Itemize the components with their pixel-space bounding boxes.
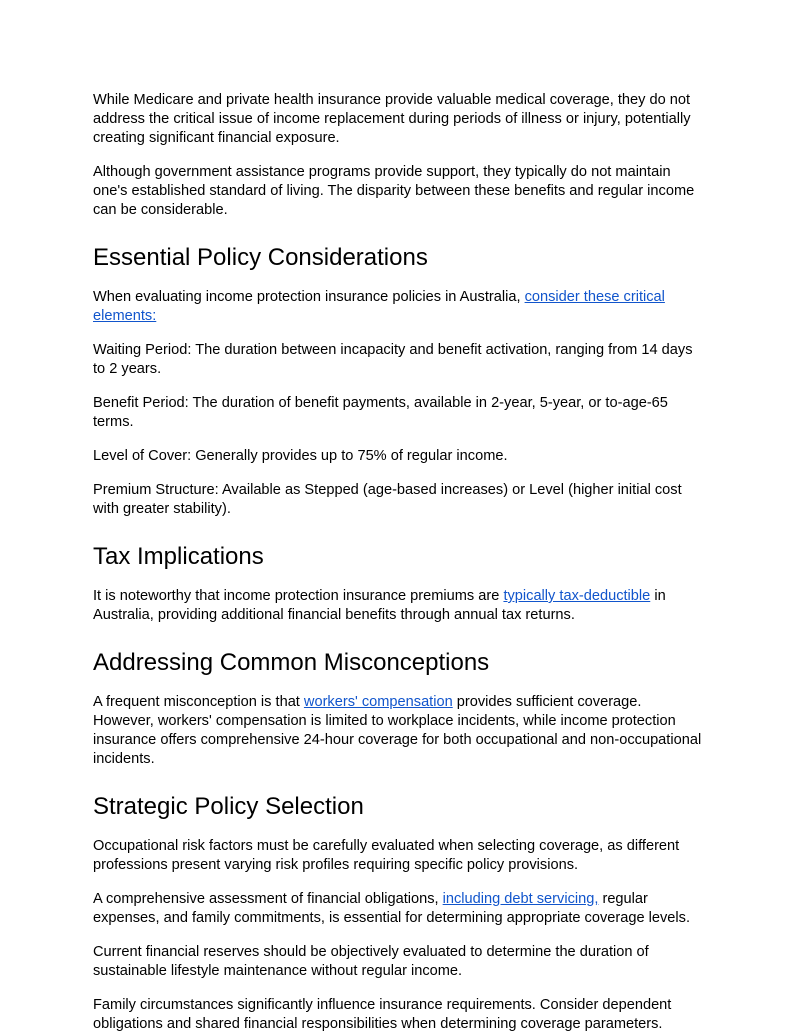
obligations-text-after: regular expenses, and family commitments, is essential for determining appropriate coverage levels. [93, 891, 691, 926]
tax-text-before: It is noteworthy that income protection insurance premiums are [93, 588, 504, 604]
consider-critical-elements-link[interactable]: consider these critical elements: [93, 289, 665, 324]
family-circumstances-paragraph: Family circumstances significantly influence insurance requirements. Consider dependent obligations and shared financial responsibilities when determining coverage parameters. [93, 997, 672, 1032]
intro-paragraph-medicare: While Medicare and private health insurance provide valuable medical coverage, they do not address the critical issue of income replacement during periods of illness or injury, potentially creating significant financial exposure. [93, 92, 691, 146]
heading-tax-implications: Tax Implications [93, 543, 264, 570]
misconception-text-before: A frequent misconception is that [93, 694, 304, 710]
tax-implications-paragraph [93, 587, 705, 625]
debt-servicing-link[interactable]: including debt servicing, [442, 891, 599, 907]
level-of-cover-item: Level of Cover: Generally provides up to 75% of regular income. [93, 448, 508, 464]
tax-text-after: in Australia, providing additional financial benefits through annual tax returns. [93, 588, 666, 623]
intro-paragraph-government-assistance: Although government assistance programs provide support, they typically do not maintain one's established standard of living. The disparity between these benefits and regular income can be considerable. [93, 164, 695, 218]
misconception-text-after: provides sufficient coverage. However, workers' compensation is limited to workplace incidents, while income protection insurance offers comprehensive 24-hour coverage for both occupational and non-occupational incidents. [93, 694, 702, 767]
premium-structure-item: Premium Structure: Available as Stepped (age-based increases) or Level (higher initial cost with greater stability). [93, 482, 682, 517]
financial-reserves-paragraph: Current financial reserves should be objectively evaluated to determine the duration of sustainable lifestyle maintenance without regular income. [93, 944, 649, 979]
tax-deductible-link[interactable]: typically tax-deductible [503, 588, 651, 604]
document-body [93, 91, 705, 1034]
policy-intro-text: When evaluating income protection insurance policies in Australia, [93, 289, 525, 305]
workers-compensation-link[interactable]: workers' compensation [303, 694, 453, 710]
policy-considerations-intro [93, 288, 705, 326]
financial-obligations-paragraph [93, 890, 705, 928]
obligations-text-before: A comprehensive assessment of financial obligations, [93, 891, 443, 907]
heading-addressing-misconceptions: Addressing Common Misconceptions [93, 649, 490, 676]
occupational-risk-paragraph: Occupational risk factors must be carefully evaluated when selecting coverage, as different professions present varying risk profiles requiring specific policy provisions. [93, 838, 680, 873]
heading-strategic-policy-selection: Strategic Policy Selection [93, 793, 364, 820]
benefit-period-item: Benefit Period: The duration of benefit payments, available in 2-year, 5-year, or to-age-65 terms. [93, 395, 668, 430]
heading-essential-policy-considerations: Essential Policy Considerations [93, 244, 428, 271]
misconceptions-paragraph [93, 693, 705, 769]
waiting-period-item: Waiting Period: The duration between incapacity and benefit activation, ranging from 14 days to 2 years. [93, 342, 693, 377]
